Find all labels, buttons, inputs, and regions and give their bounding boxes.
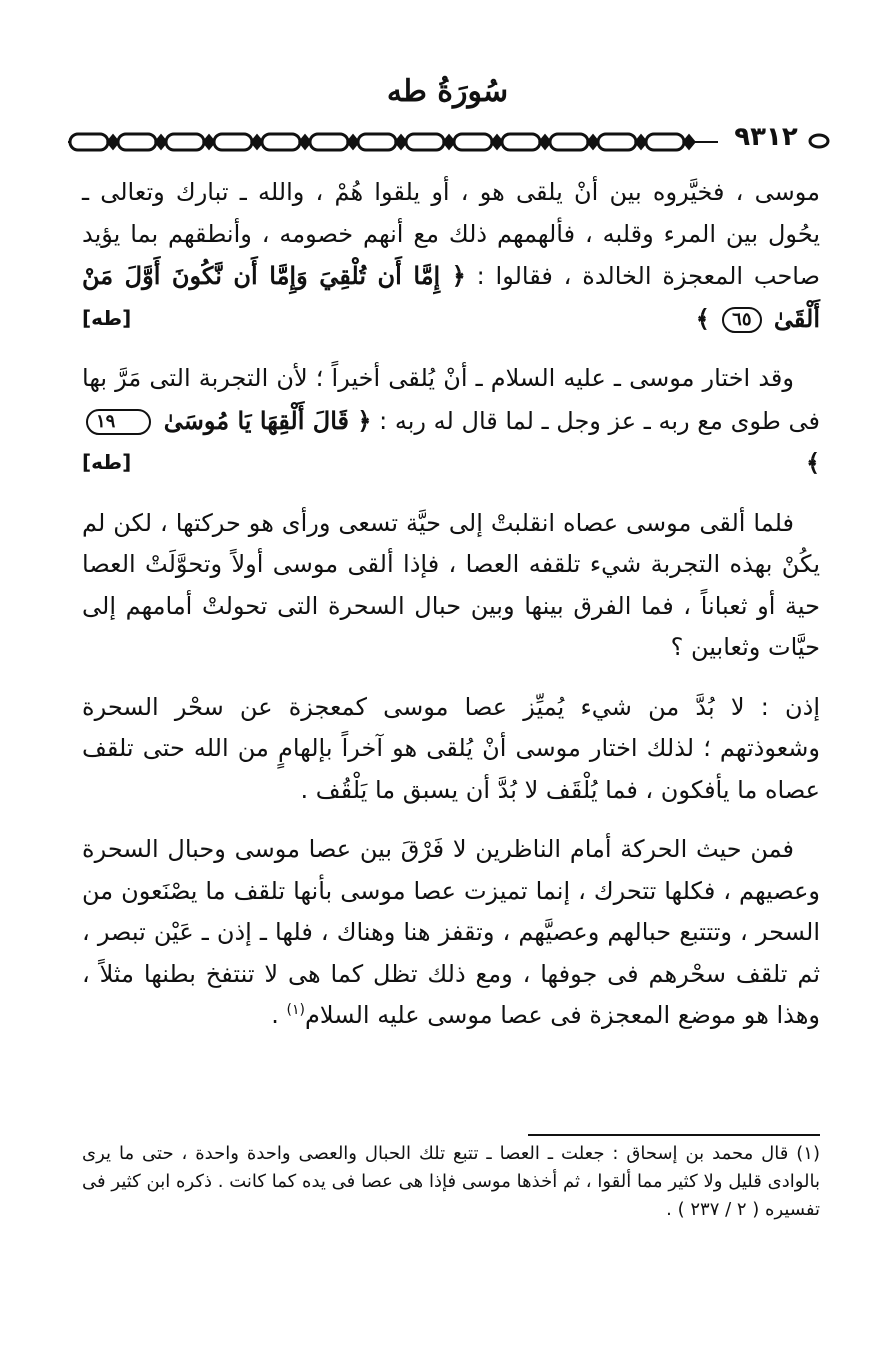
chain-diamond: [684, 136, 694, 148]
footnote-1: (١) قال محمد بن إسحاق : جعلت ـ العصا ـ تتبع تلك الحبال والعصى واحدة واحدة ، حتى ما يرى بالوادى قليل ولا كثير مما ألقوا ، ثم أخذها موسى فإذا هى عصا فى يده كما كانت . ذكره ابن كثير فى تفسيره ( ٢ / ٢٣٧ ) .: [82, 1143, 820, 1220]
paragraph-text: وقد اختار موسى ـ عليه السلام ـ أنْ يُلقى أخيراً ؛ لأن التجربة التى مَرَّ بها فى طوى مع ربه ـ عز وجل ـ لما قال له ربه :: [82, 364, 820, 435]
ayah-number-marker: ٦٥: [722, 307, 761, 333]
ayah-number-marker: ١٩: [86, 409, 151, 435]
chain-link: [454, 134, 492, 150]
surah-reference: [طه]: [82, 305, 132, 330]
paragraph-text: فلما ألقى موسى عصاه انقلبتْ إلى حيَّة تسعى ورأى هو حركتها ، لكن لم يكُنْ بهذه التجربة شيء تلقفه العصا ، فإذا ألقى موسى أولاً وتحوَّلَتْ العصا حية أو ثعباناً ، فما الفرق بينها وبين حبال السحرة التى تحولتْ أمامهم إلى حيَّات وثعابين ؟: [82, 508, 820, 661]
main-text: [82, 172, 820, 1055]
decorative-chain-border: [68, 126, 718, 158]
ornament-end-cap: [808, 132, 830, 150]
chain-link: [598, 134, 636, 150]
page-number: ٩٣١٢: [734, 122, 798, 152]
surah-title: سُورَةُ طه: [386, 74, 509, 109]
paragraph-3: [82, 503, 820, 669]
paragraph-text: فمن حيث الحركة أمام الناظرين لا فَرْقَ بين عصا موسى وحبال السحرة وعصيهم ، فكلها تتحرك ، إنما تميزت عصا موسى بأنها تلقف ما يصْنَعون من السحر ، وتتتبع حبالهم وعصيَّهم ، وتقفز هنا وهناك ، فلها ـ إذن ـ عَيْن تبصر ، ثم تلقف سحْرهم فى جوفها ، ومع ذلك تظل كما هى لا تنتفخ بطنها مثلاً ، وهذا هو موضع المعجزة فى عصا موسى عليه السلام: [82, 835, 820, 1029]
chain-link: [502, 134, 540, 150]
paragraph-4: [82, 687, 820, 812]
chain-link: [358, 134, 396, 150]
paragraph-2: [82, 358, 820, 485]
chain-link: [550, 134, 588, 150]
quran-bracket-close: ﴾: [805, 448, 820, 477]
surah-reference: [طه]: [82, 450, 132, 474]
footnotes: [82, 1140, 820, 1224]
chain-link: [406, 134, 444, 150]
chain-link: [310, 134, 348, 150]
chain-link: [262, 134, 300, 150]
quran-verse-text: ﴿ قَالَ أَلْقِهَا يَا مُوسَىٰ: [155, 405, 372, 435]
quran-verse-text: ﴿ إِمَّا أَن تُلْقِيَ وَإِمَّا أَن نَّكُونَ أَوَّلَ مَنْ أَلْقَىٰ: [82, 261, 820, 333]
page-header: [0, 0, 895, 170]
paragraph-end: .: [271, 1001, 287, 1029]
paragraph-1: [82, 172, 820, 340]
chain-link: [646, 134, 684, 150]
quran-bracket-close: ﴾: [695, 303, 710, 333]
footnote-marker[interactable]: (١): [286, 1002, 306, 1018]
chain-link: [214, 134, 252, 150]
paragraph-text: موسى ، فخيَّروه بين أنْ يلقى هو ، أو يلقوا هُمْ ، والله ـ تبارك وتعالى ـ يحُول بين المرء وقلبه ، فألهمهم ذلك مع أنهم خصومه ، وأنطقهم بما يؤيد صاحب المعجزة الخالدة ، فقالوا :: [82, 178, 820, 290]
paragraph-5: [82, 829, 820, 1037]
chain-link: [118, 134, 156, 150]
paragraph-text: إذن : لا بُدَّ من شيء يُميِّز عصا موسى كمعجزة عن سحْر السحرة وشعوذتهم ؛ لذلك اختار موسى أنْ يُلقى هو آخراً بإلهامٍ من الله حتى تلقف عصاه ما يأفكون ، فما يُلْقَف لا بُدَّ أن يسبق ما يَلْقُف .: [82, 692, 820, 804]
footnote-divider: [528, 1134, 820, 1136]
chain-link: [70, 134, 108, 150]
chain-link: [166, 134, 204, 150]
